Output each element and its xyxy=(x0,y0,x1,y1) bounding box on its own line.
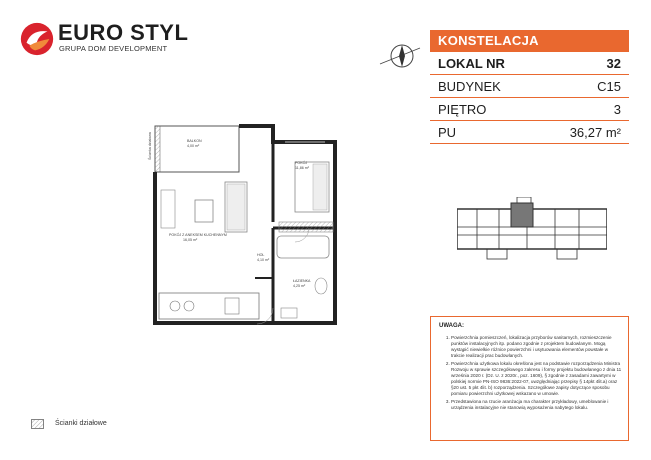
room-label-lazienka: ŁAZIENKA xyxy=(293,279,311,283)
room-area-pokoj: 11,86 m² xyxy=(295,166,309,170)
room-label-balkon: BALKON xyxy=(187,139,202,143)
brand-name: EURO STYL xyxy=(58,20,189,45)
info-value: 36,27 m² xyxy=(569,124,621,140)
project-name: KONSTELACJA xyxy=(430,30,629,52)
legend-label: Ścianki działowe xyxy=(55,420,107,427)
note-item: 2. Powierzchnia użytkowa lokalu określona jest na podstawie rozporządzenia Ministra Rozwoju w sprawie szczegółowego zakresu i formy projektu budowlanego z dnia 11 września 2020 r. (Dz. U. z 2020r., poz. 1609), § zgodnie z zasadami zawartymi w polskiej normie PN-ISO 9836:2022-07, uwzględniając przepisy § 14pkt 4lit.a) oraz §20 ust. 5 pkt 4lit. b) rozporządzenia. Szczegółowe zapisy dotyczące sposobu pomiaru powierzchni użytkowej wskazano w umowie. xyxy=(451,361,622,397)
info-row-area xyxy=(430,121,629,144)
info-key: BUDYNEK xyxy=(438,78,501,94)
info-row-floor xyxy=(430,98,629,121)
notes-box xyxy=(430,316,629,441)
info-key: PIĘTRO xyxy=(438,101,487,117)
room-area-hol: 4,10 m² xyxy=(257,258,270,262)
info-value: 3 xyxy=(613,101,621,117)
room-label-pokoj-aneks: POKÓJ Z ANEKSEM KUCHENNYM xyxy=(169,233,227,237)
note-item: 3. Przedstawiona na rzucie aranżacja ma charakter przykładowy, umeblowanie i urządzenia instalacyjne nie stanowią wyposażenia nabytego lokalu. xyxy=(451,399,622,411)
partition-wall-legend-icon xyxy=(31,419,44,429)
info-row-unit-number xyxy=(430,52,629,75)
apartment-info-panel xyxy=(430,30,629,144)
room-area-pokoj-aneks: 16,05 m² xyxy=(183,238,198,242)
room-area-balkon: 4,00 m² xyxy=(187,144,200,148)
notes-title: UWAGA: xyxy=(439,323,464,329)
info-key: PU xyxy=(438,124,457,140)
room-label-hol: HOL xyxy=(257,253,265,257)
brand-subtitle: GRUPA DOM DEVELOPMENT xyxy=(59,44,168,53)
note-item: 1. Powierzchnia pomieszczeń, lokalizacja przyborów sanitarnych, rozmieszczenie punktów instalacyjnych itp. podano zgodnie z projektem budowlanym. Mogą wystąpić niewielkie różnice powierzchni i usytuowania elementów powstałe w trakcie realizacji prac budowlanych. xyxy=(451,335,622,359)
room-area-lazienka: 4,25 m² xyxy=(293,284,306,288)
building-key-plan xyxy=(457,197,607,267)
north-arrow-icon xyxy=(376,36,422,76)
notes-list xyxy=(439,335,622,411)
euro-styl-logo-icon xyxy=(18,20,56,58)
info-value: C15 xyxy=(597,78,621,94)
floor-plan xyxy=(145,118,345,332)
info-key: LOKAL NR xyxy=(438,55,505,71)
room-label-pokoj: POKÓJ xyxy=(295,161,308,165)
info-row-building xyxy=(430,75,629,98)
side-label: Ścianka działowa xyxy=(148,132,152,160)
info-value: 32 xyxy=(606,55,621,71)
